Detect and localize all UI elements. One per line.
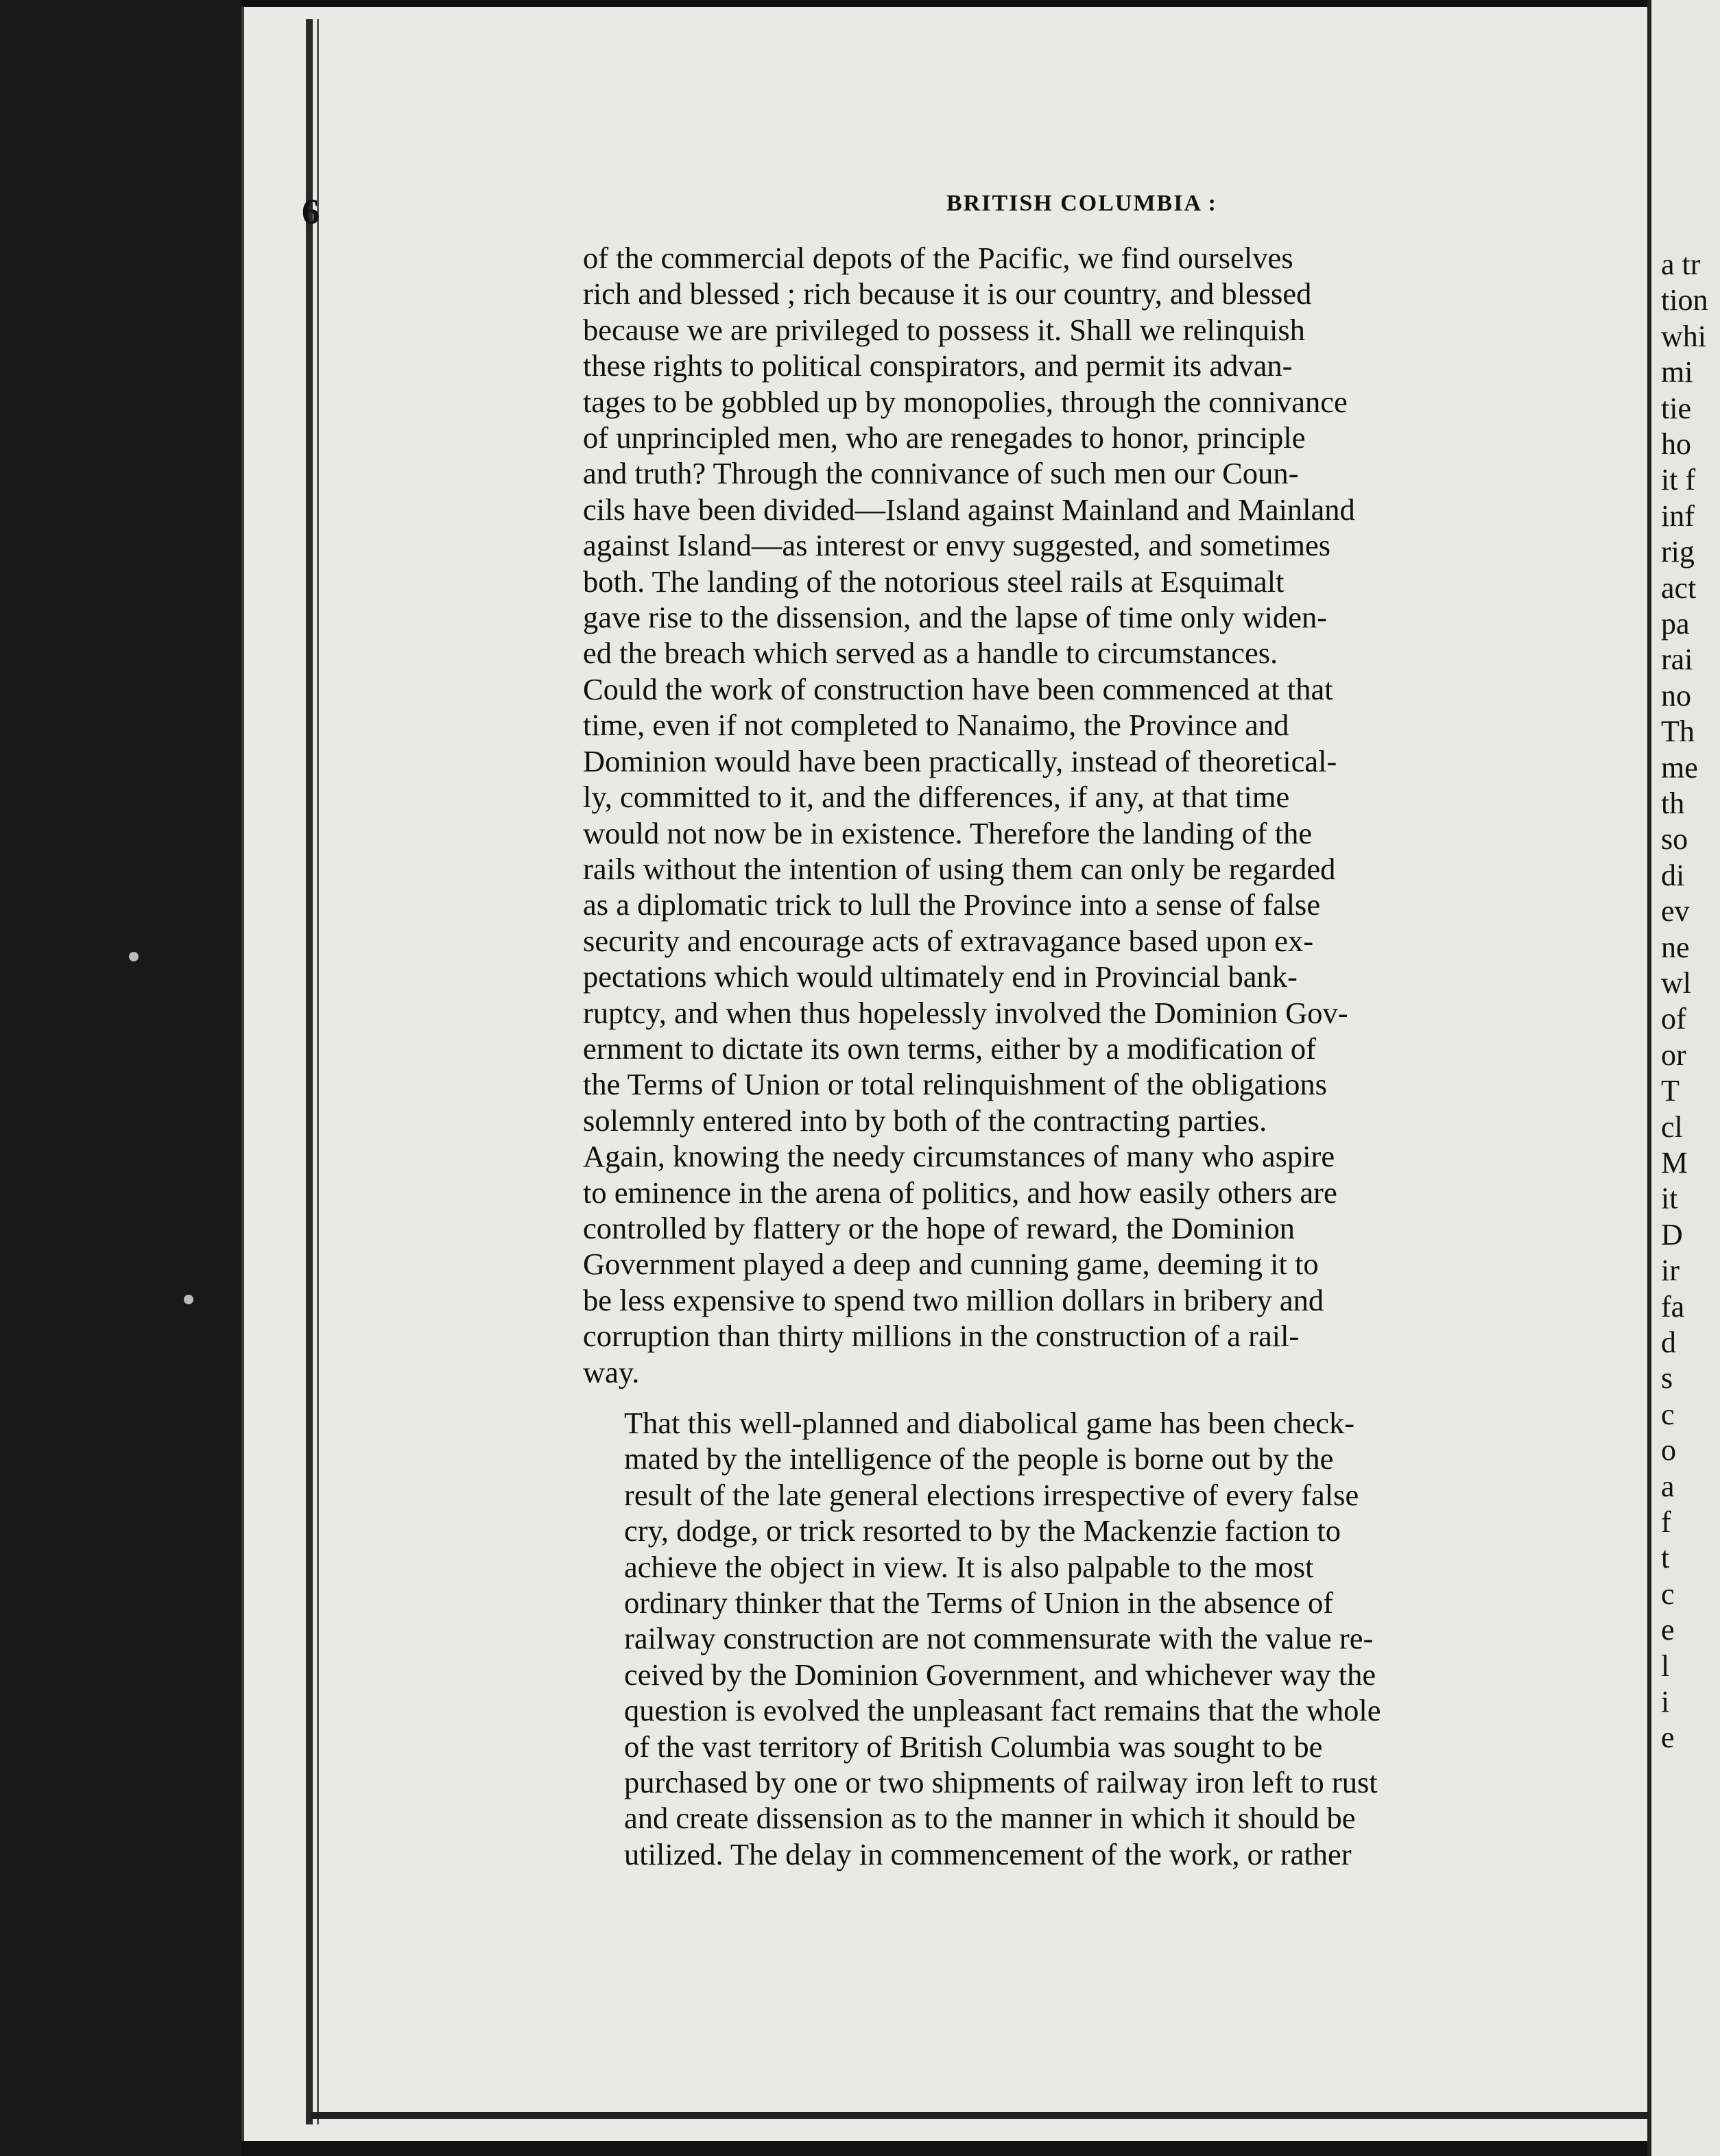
text-line: railway construction are not commensurate with the value re- bbox=[624, 1621, 1374, 1656]
text-line: tages to be gobbled up by monopolies, through the connivance bbox=[583, 384, 1348, 419]
fragment-text: l bbox=[1661, 1649, 1670, 1683]
fragment-text: a bbox=[1661, 1469, 1675, 1503]
text-line: solemnly entered into by both of the contracting parties. bbox=[583, 1103, 1267, 1138]
text-line: rails without the intention of using them can only be regarded bbox=[583, 851, 1336, 886]
text-line: ly, committed to it, and the differences, if any, at that time bbox=[583, 780, 1290, 815]
text-line: cils have been divided—Island against Mainland and Mainland bbox=[583, 492, 1355, 527]
text-line: rich and blessed ; rich because it is our country, and blessed bbox=[583, 276, 1312, 311]
fragment-text: s bbox=[1661, 1361, 1673, 1396]
text-line: be less expensive to spend two million dollars in bribery and bbox=[583, 1282, 1324, 1317]
text-line: cry, dodge, or trick resorted to by the Mackenzie faction to bbox=[624, 1513, 1341, 1548]
binding-rule-thin bbox=[317, 19, 319, 2124]
bottom-rule bbox=[310, 2112, 1647, 2119]
fragment-text: e bbox=[1661, 1721, 1675, 1755]
text-line: and truth? Through the connivance of such men our Coun- bbox=[583, 456, 1299, 491]
fragment-text: t bbox=[1661, 1541, 1670, 1575]
text-line: ceived by the Dominion Government, and whichever way the bbox=[624, 1657, 1376, 1692]
fragment-text: ir bbox=[1661, 1254, 1680, 1288]
text-line: and create dissension as to the manner in which it should be bbox=[624, 1801, 1356, 1836]
fragment-text: M bbox=[1661, 1146, 1688, 1179]
text-line: ordinary thinker that the Terms of Union in the absence of bbox=[624, 1585, 1334, 1620]
fragment-text: wl bbox=[1661, 966, 1691, 1000]
text-line: controlled by flattery or the hope of reward, the Dominion bbox=[583, 1210, 1295, 1245]
fragment-text: act bbox=[1661, 571, 1697, 605]
text-line: ruptcy, and when thus hopelessly involved the Dominion Gov- bbox=[583, 995, 1348, 1030]
adjacent-page-strip bbox=[1647, 0, 1720, 2156]
text-line: would not now be in existence. Therefore the landing of the bbox=[583, 815, 1313, 850]
text-line: ernment to dictate its own terms, either by a modification of bbox=[583, 1031, 1316, 1066]
fragment-text: D bbox=[1661, 1217, 1683, 1251]
text-line: Government played a deep and cunning game, deeming it to bbox=[583, 1247, 1319, 1282]
fragment-text: ne bbox=[1661, 930, 1690, 964]
text-line: security and encourage acts of extravagance based upon ex- bbox=[583, 923, 1314, 958]
fragment-text: di bbox=[1661, 858, 1685, 892]
text-line: of unprincipled men, who are renegades to honor, principle bbox=[583, 420, 1306, 455]
text-line: Could the work of construction have been commenced at that bbox=[583, 671, 1333, 706]
fragment-text: cl bbox=[1661, 1110, 1683, 1144]
fragment-text: it bbox=[1661, 1182, 1678, 1216]
fragment-text: it f bbox=[1661, 463, 1696, 497]
text-line: Dominion would have been practically, instead of theoretical- bbox=[583, 743, 1337, 778]
fragment-text: whi bbox=[1661, 319, 1706, 353]
fragment-text: T bbox=[1661, 1074, 1680, 1108]
text-line: way. bbox=[583, 1354, 640, 1389]
left-margin-dark bbox=[0, 0, 241, 2156]
text-line: of the commercial depots of the Pacific, we find ourselves bbox=[583, 241, 1293, 275]
fragment-text: tion bbox=[1661, 283, 1708, 318]
fragment-text: inf bbox=[1661, 499, 1695, 533]
text-line: purchased by one or two shipments of railway iron left to rust bbox=[624, 1765, 1378, 1800]
text-line: ed the breach which served as a handle to circumstances. bbox=[583, 636, 1278, 671]
fragment-text: rai bbox=[1661, 643, 1693, 677]
fragment-text: of bbox=[1661, 1002, 1686, 1036]
text-line: mated by the intelligence of the people is borne out by the bbox=[624, 1441, 1334, 1476]
fragment-text: tie bbox=[1661, 391, 1691, 425]
body-text bbox=[583, 240, 1639, 1872]
text-line: utilized. The delay in commencement of the work, or rather bbox=[624, 1836, 1352, 1871]
text-line: as a diplomatic trick to lull the Province into a sense of false bbox=[583, 887, 1321, 922]
text-line: question is evolved the unpleasant fact remains that the whole bbox=[624, 1693, 1381, 1728]
text-line: time, even if not completed to Nanaimo, the Province and bbox=[583, 708, 1289, 743]
text-line: both. The landing of the notorious steel rails at Esquimalt bbox=[583, 564, 1285, 599]
scan-speck bbox=[184, 1295, 193, 1304]
paragraph-1 bbox=[583, 240, 1639, 1390]
fragment-text: d bbox=[1661, 1326, 1676, 1359]
fragment-text: th bbox=[1661, 787, 1685, 820]
binding-rule bbox=[306, 19, 313, 2124]
scan-speck bbox=[129, 952, 139, 961]
text-line: gave rise to the dissension, and the lapse of time only widen- bbox=[583, 600, 1328, 635]
fragment-text: or bbox=[1661, 1038, 1686, 1072]
fragment-text: mi bbox=[1661, 355, 1693, 390]
fragment-text: no bbox=[1661, 678, 1691, 712]
paragraph-2 bbox=[583, 1405, 1639, 1872]
text-line: of the vast territory of British Columbia was sought to be bbox=[624, 1729, 1323, 1764]
text-line: corruption than thirty millions in the construction of a rail- bbox=[583, 1319, 1300, 1354]
text-line: That this well-planned and diabolical game has been check- bbox=[624, 1406, 1355, 1440]
fragment-text: f bbox=[1661, 1505, 1671, 1539]
text-line: against Island—as interest or envy suggested, and sometimes bbox=[583, 528, 1331, 563]
fragment-text: c bbox=[1661, 1577, 1675, 1611]
fragment-text: a tr bbox=[1661, 248, 1701, 281]
text-line: achieve the object in view. It is also palpable to the most bbox=[624, 1549, 1314, 1584]
text-line: to eminence in the arena of politics, and how easily others are bbox=[583, 1175, 1337, 1210]
fragment-text: pa bbox=[1661, 607, 1690, 640]
text-line: result of the late general elections irrespective of every false bbox=[624, 1477, 1359, 1512]
text-line: Again, knowing the needy circumstances of many who aspire bbox=[583, 1139, 1335, 1174]
fragment-text: o bbox=[1661, 1433, 1676, 1468]
fragment-text: c bbox=[1661, 1397, 1675, 1431]
fragment-text: me bbox=[1661, 750, 1698, 784]
text-line: pectations which would ultimately end in Provincial bank- bbox=[583, 959, 1298, 994]
fragment-text: e bbox=[1661, 1613, 1675, 1647]
fragment-text: Th bbox=[1661, 715, 1695, 749]
text-line: these rights to political conspirators, and permit its advan- bbox=[583, 348, 1293, 383]
fragment-text: rig bbox=[1661, 535, 1695, 569]
text-line: the Terms of Union or total relinquishment of the obligations bbox=[583, 1067, 1327, 1102]
page-number: 6 bbox=[302, 193, 320, 232]
fragment-text: so bbox=[1661, 822, 1688, 857]
fragment-text: ho bbox=[1661, 427, 1691, 461]
running-head: BRITISH COLUMBIA : bbox=[946, 191, 1217, 216]
fragment-text: i bbox=[1661, 1685, 1670, 1718]
fragment-text: fa bbox=[1661, 1289, 1685, 1323]
text-line: because we are privileged to possess it. Shall we relinquish bbox=[583, 312, 1305, 347]
fragment-text: ev bbox=[1661, 894, 1690, 929]
